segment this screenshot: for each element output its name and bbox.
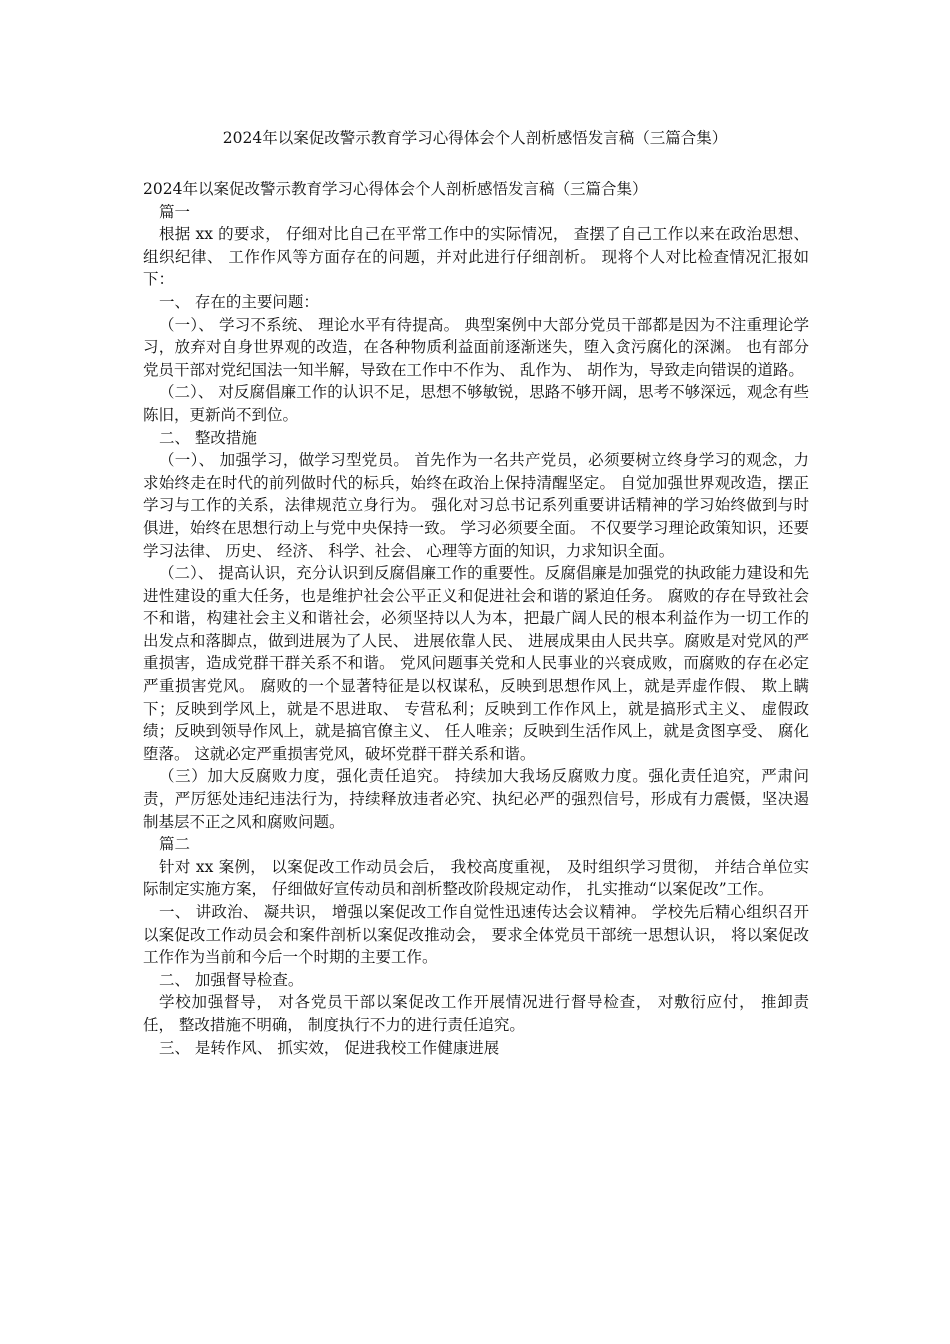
section-heading: 一、 存在的主要问题： xyxy=(159,292,319,311)
body-paragraph: （一）、 加强学习，做学习型党员。 首先作为一名共产党员，必须要树立终身学习的观念，力求始终走在时代的前列做时代的标兵，始终在政治上保持清醒坚定。 自觉加强世界观改造，摆正学习与工作的关系，法律规范立身行为。 强化对习总书记系列重要讲话精神的学习始终做到与时俱进，始终在思想行动上与党中央保持一致。 学习必须要全面。 不仅要学习理论政策知识，还要学习法律、 历史、 经济、 科学、社会、 心理等方面的知识，力求知识全面。 xyxy=(143,451,809,560)
section-heading: 二、 加强督导检查。 xyxy=(159,970,304,989)
body-paragraph: 针对 xx 案例， 以案促改工作动员会后， 我校高度重视， 及时组织学习贯彻， 并结合单位实际制定实施方案， 仔细做好宣传动员和剖析整改阶段规定动作， 扎实推动“以案促改”工作。 xyxy=(143,857,809,899)
body-paragraph: 学校加强督导， 对各党员干部以案促改工作开展情况进行督导检查， 对敷衍应付， 推卸责任， 整改措施不明确， 制度执行不力的进行责任追究。 xyxy=(143,993,809,1034)
body-paragraph: 根据 xx 的要求， 仔细对比自己在平常工作中的实际情况， 查摆了自己工作以来在政治思想、 组织纪律、 工作作风等方面存在的问题，并对此进行仔细剖析。 现将个人对比检查情况汇报如下： xyxy=(143,225,809,289)
body-paragraph: 一、 讲政治、 凝共识， 增强以案促改工作自觉性迅速传达会议精神。 学校先后精心组织召开以案促改工作动员会和案件剖析以案促改推动会， 要求全体党员干部统一思想认识， 将以案促改工作作为当前和今后一个时期的主要工作。 xyxy=(143,903,809,967)
document-body xyxy=(143,178,809,1059)
section-heading-part-two: 篇二 xyxy=(159,835,191,854)
section-heading: 三、 是转作风、 抓实效， 促进我校工作健康进展 xyxy=(159,1038,500,1057)
body-paragraph: （二）、 对反腐倡廉工作的认识不足，思想不够敏锐，思路不够开阔，思考不够深远，观念有些陈旧，更新尚不到位。 xyxy=(143,383,809,424)
section-heading-part-one: 篇一 xyxy=(159,202,191,221)
body-paragraph: （二）、 提高认识，充分认识到反腐倡廉工作的重要性。反腐倡廉是加强党的执政能力建设和先进性建设的重大任务，也是维护社会公平正义和促进社会和谐的紧迫任务。 腐败的存在导致社会不和谐，构建社会主义和谐社会，必须坚持以人为本，把最广阔人民的根本利益作为一切工作的出发点和落脚点，做到进展为了人民、 进展依靠人民、 进展成果由人民共享。腐败是对党风的严重损害，造成党群干群关系不和谐。 党风问题事关党和人民事业的兴衰成败，而腐败的存在必定严重损害党风。 腐败的一个显著特征是以权谋私，反映到思想作风上，就是弄虚作假、 欺上瞒下；反映到学风上，就是不思进取、 专营私利；反映到工作作风上，就是搞形式主义、 虚假政绩；反映到领导作风上，就是搞官僚主义、 任人唯亲；反映到生活作风上，就是贪图享受、 腐化堕落。 这就必定严重损害党风，破坏党群干群关系和谐。 xyxy=(143,564,809,763)
body-paragraph: （三）加大反腐败力度，强化责任追究。 持续加大我场反腐败力度。强化责任追究，严肃问责，严厉惩处违纪违法行为，持续释放违者必究、执纪必严的强烈信号，形成有力震慑，坚决遏制基层不正之风和腐败问题。 xyxy=(143,767,809,831)
body-paragraph: （一）、 学习不系统、 理论水平有待提高。 典型案例中大部分党员干部都是因为不注重理论学习，放弃对自身世界观的改造，在各种物质利益面前逐渐迷失，堕入贪污腐化的深渊。 也有部分党员干部对党纪国法一知半解，导致在工作中不作为、 乱作为、 胡作为，导致走向错误的道路。 xyxy=(143,315,809,379)
subtitle-paragraph: 2024年以案促改警示教育学习心得体会个人剖析感悟发言稿（三篇合集） xyxy=(143,180,648,198)
section-heading: 二、 整改措施 xyxy=(159,428,257,447)
document-title: 2024年以案促改警示教育学习心得体会个人剖析感悟发言稿（三篇合集） xyxy=(222,129,728,147)
